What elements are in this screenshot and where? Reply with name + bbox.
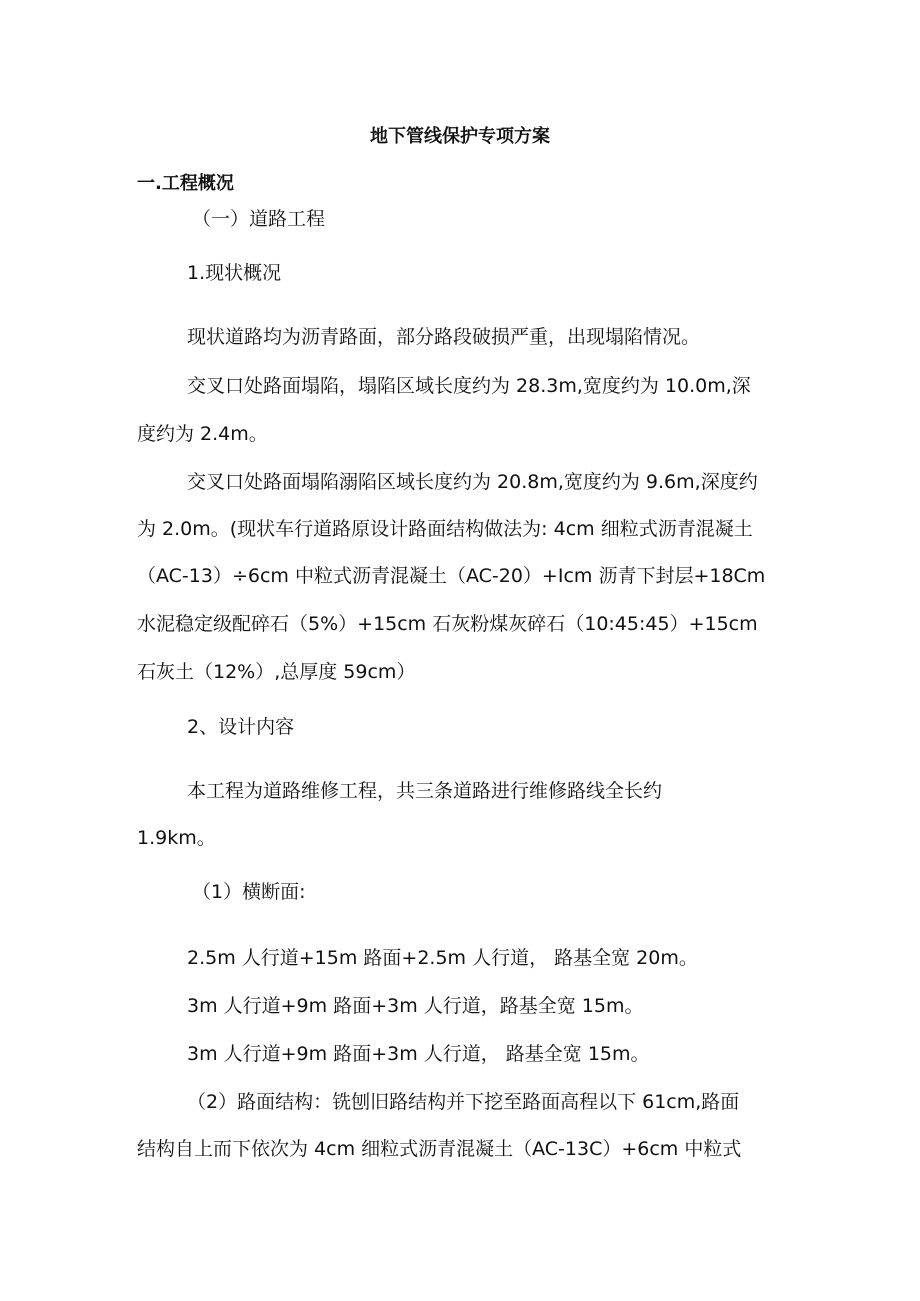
subsection-heading: （一）道路工程 — [192, 208, 326, 230]
paragraph-line: 度约为 2.4m。 — [137, 423, 268, 445]
item2-heading: 2、设计内容 — [187, 716, 295, 738]
paragraph-line: 结构自上而下依次为 4cm 细粒式沥青混凝土（AC-13C）+6cm 中粒式 — [137, 1138, 742, 1160]
paragraph-line: （AC-13）÷6cm 中粒式沥青混凝土（AC-20）+Icm 沥青下封层+18Cm — [137, 565, 766, 587]
paragraph-line: 1.9km。 — [137, 827, 216, 849]
paragraph-line: 石灰土（12%）,总厚度 59cm） — [137, 661, 416, 683]
paragraph-line: （2）路面结构：铣刨旧路结构并下挖至路面高程以下 61cm,路面 — [187, 1091, 740, 1113]
paragraph-line: 本工程为道路维修工程，共三条道路进行维修路线全长约 — [187, 780, 663, 802]
paragraph-line: 为 2.0m。(现状车行道路原设计路面结构做法为: 4cm 细粒式沥青混凝土 — [137, 518, 753, 540]
cross-section-line: 2.5m 人行道+15m 路面+2.5m 人行道， 路基全宽 20m。 — [187, 947, 698, 969]
paragraph-line: 交叉口处路面塌陷，塌陷区域长度约为 28.3m,宽度约为 10.0m,深 — [187, 375, 751, 397]
document-title: 地下管线保护专项方案 — [370, 126, 550, 147]
paragraph-line: 交叉口处路面塌陷溺陷区域长度约为 20.8m,宽度约为 9.6m,深度约 — [187, 471, 758, 493]
paragraph-line: 现状道路均为沥青路面，部分路段破损严重，出现塌陷情况。 — [187, 326, 701, 348]
cross-section-line: 3m 人行道+9m 路面+3m 人行道， 路基全宽 15m。 — [187, 1043, 650, 1065]
cross-section-line: 3m 人行道+9m 路面+3m 人行道，路基全宽 15m。 — [187, 995, 644, 1017]
paragraph-line: 水泥稳定级配碎石（5%）+15cm 石灰粉煤灰碎石（10:45:45）+15cm — [137, 613, 758, 635]
item1-heading: 1.现状概况 — [187, 262, 282, 284]
sub1-heading: （1）横断面: — [192, 881, 306, 903]
section-heading: 一.工程概况 — [137, 173, 234, 194]
